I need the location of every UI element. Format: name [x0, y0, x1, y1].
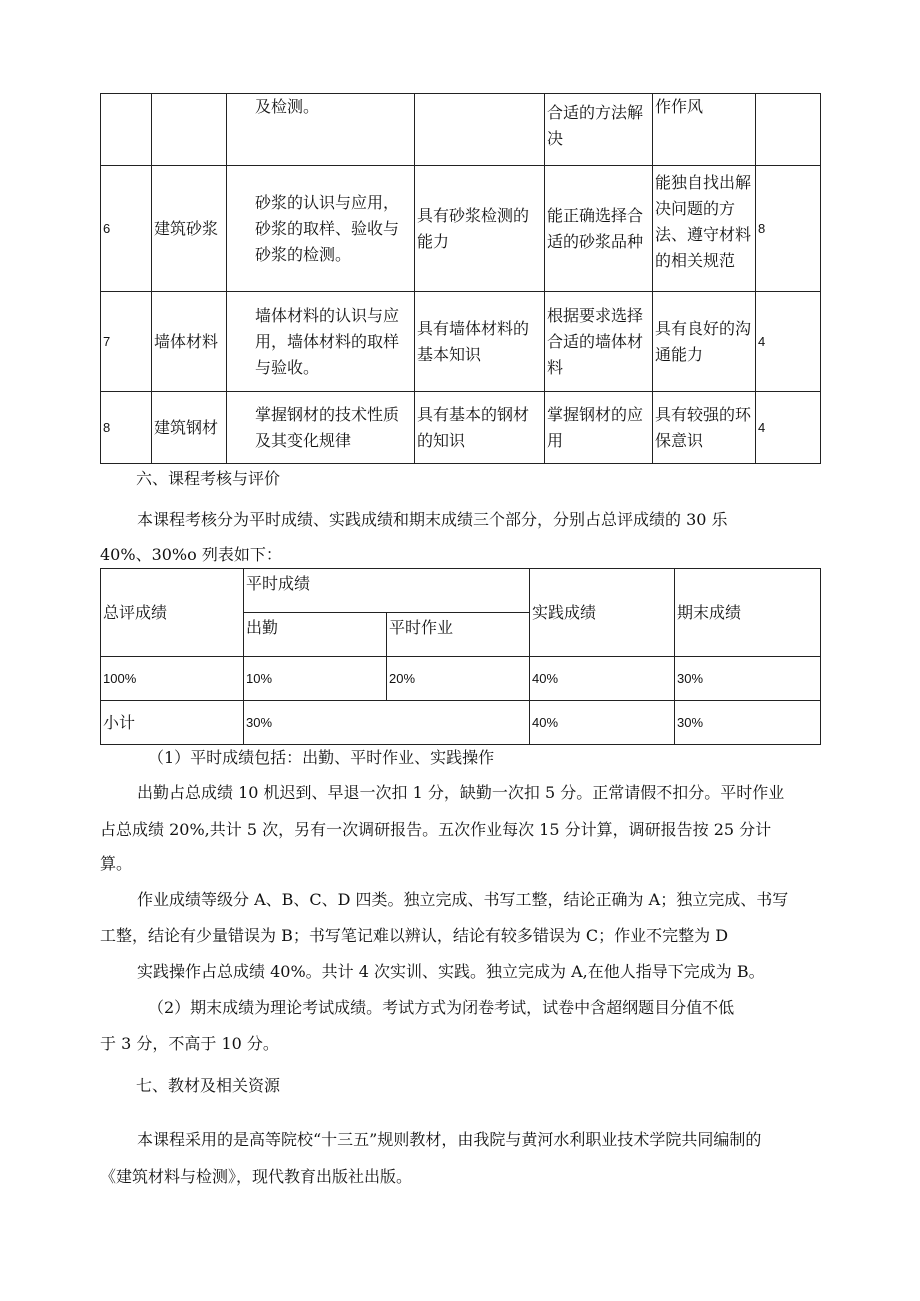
homework-grade-line1: 作业成绩等级分 A、B、C、D 四类。独立完成、书写工整，结论正确为 A；独立完成、书写: [137, 890, 789, 909]
table-cell-hours: 8: [756, 166, 821, 292]
cell-final: 30%: [675, 657, 821, 701]
attendance-line1: 出勤占总成绩 10 机迟到、早退一次扣 1 分，缺勤一次扣 5 分。正常请假不扣分。平时作业: [137, 783, 785, 802]
table-cell-content: 砂浆的认识与应用，砂浆的取样、验收与砂浆的检测。: [227, 166, 415, 292]
table-cell-quality: 作作风: [653, 94, 756, 166]
section-seven-title: 七、教材及相关资源: [136, 1076, 281, 1095]
table-cell-content: 及检测。: [227, 94, 415, 166]
textbook-line1: 本课程采用的是高等院校“十三五”规则教材，由我院与黄河水利职业技术学院共同编制的: [137, 1130, 762, 1149]
header-usual: 平时成绩: [244, 569, 530, 613]
section-six-intro-line1: 本课程考核分为平时成绩、实践成绩和期末成绩三个部分，分别占总评成绩的 30 乐: [137, 510, 728, 529]
usual-score-heading: （1）平时成绩包括：出勤、平时作业、实践操作: [148, 748, 495, 767]
table-cell-ability: 具有墙体材料的基本知识: [415, 292, 545, 392]
table-cell-ability: 具有基本的钢材的知识: [415, 392, 545, 464]
table-cell-hours: 4: [756, 292, 821, 392]
table-cell-no: [101, 94, 152, 166]
attendance-line3: 算。: [100, 854, 133, 873]
cell-practice: 40%: [530, 657, 675, 701]
table-cell-method: 能正确选择合适的砂浆品种: [545, 166, 653, 292]
table-cell-content: 掌握钢材的技术性质及其变化规律: [227, 392, 415, 464]
table-row: [101, 392, 821, 464]
table-cell-quality: 具有良好的沟通能力: [653, 292, 756, 392]
table-cell-name: 建筑砂浆: [152, 166, 227, 292]
header-total: 总评成绩: [101, 569, 244, 657]
table-row: [101, 166, 821, 292]
table-cell-ability: [415, 94, 545, 166]
course-content-table: [100, 93, 821, 464]
section-six-title: 六、课程考核与评价: [136, 469, 281, 488]
table-cell-content: 墙体材料的认识与应用，墙体材料的取样与验收。: [227, 292, 415, 392]
table-row: [101, 701, 821, 745]
table-row: [101, 569, 821, 613]
table-cell-no: 8: [101, 392, 152, 464]
table-cell-no: 7: [101, 292, 152, 392]
table-cell-hours: [756, 94, 821, 166]
table-cell-quality: [653, 166, 756, 292]
table-row: [101, 657, 821, 701]
cell-homework: 20%: [387, 657, 530, 701]
homework-grade-line2: 工整，结论有少量错误为 B；书写笔记难以辨认，结论有较多错误为 C；作业不完整为 D: [100, 926, 729, 945]
header-practice: 实践成绩: [530, 569, 675, 657]
attendance-line2: 占总成绩 20%,共计 5 次，另有一次调研报告。五次作业每次 15 分计算，调研报告按 25 分计: [100, 820, 772, 839]
final-score-line1: （2）期末成绩为理论考试成绩。考试方式为闭卷考试，试卷中含超纲题目分值不低: [148, 998, 735, 1017]
table-cell-quality: 具有较强的环保意识: [653, 392, 756, 464]
cell-subtotal-final: 30%: [675, 701, 821, 745]
final-score-line2: 于 3 分，不高于 10 分。: [100, 1034, 279, 1053]
textbook-line2: 《建筑材料与检测》，现代教育出版社出版。: [100, 1167, 413, 1186]
section-six-intro-line2: 40%、30%o 列表如下：: [100, 545, 282, 564]
table-cell-name: [152, 94, 227, 166]
cell-attend: 10%: [244, 657, 387, 701]
cell-subtotal-label: 小计: [101, 701, 244, 745]
practice-score-line: 实践操作占总成绩 40%。共计 4 次实训、实践。独立完成为 A,在他人指导下完成为 B。: [137, 962, 765, 981]
table-cell-method: 掌握钢材的应用: [545, 392, 653, 464]
table-cell-hours: 4: [756, 392, 821, 464]
cell-subtotal-usual: 30%: [244, 701, 530, 745]
header-attend: 出勤: [244, 613, 387, 657]
cell-subtotal-practice: 40%: [530, 701, 675, 745]
table-row: [101, 292, 821, 392]
table-cell-method: 根据要求选择合适的墙体材料: [545, 292, 653, 392]
grading-table: [100, 568, 821, 745]
table-cell-method: 合适的方法解决: [545, 94, 653, 166]
quality-text: 能独自找出解决问题的方法、遵守材料的相关规范: [655, 173, 752, 270]
cell-total: 100%: [101, 657, 244, 701]
table-cell-ability: 具有砂浆检测的能力: [415, 166, 545, 292]
header-homework: 平时作业: [387, 613, 530, 657]
table-row: [101, 94, 821, 166]
table-cell-name: 墙体材料: [152, 292, 227, 392]
table-cell-no: 6: [101, 166, 152, 292]
table-cell-name: 建筑钢材: [152, 392, 227, 464]
header-final: 期末成绩: [675, 569, 821, 657]
